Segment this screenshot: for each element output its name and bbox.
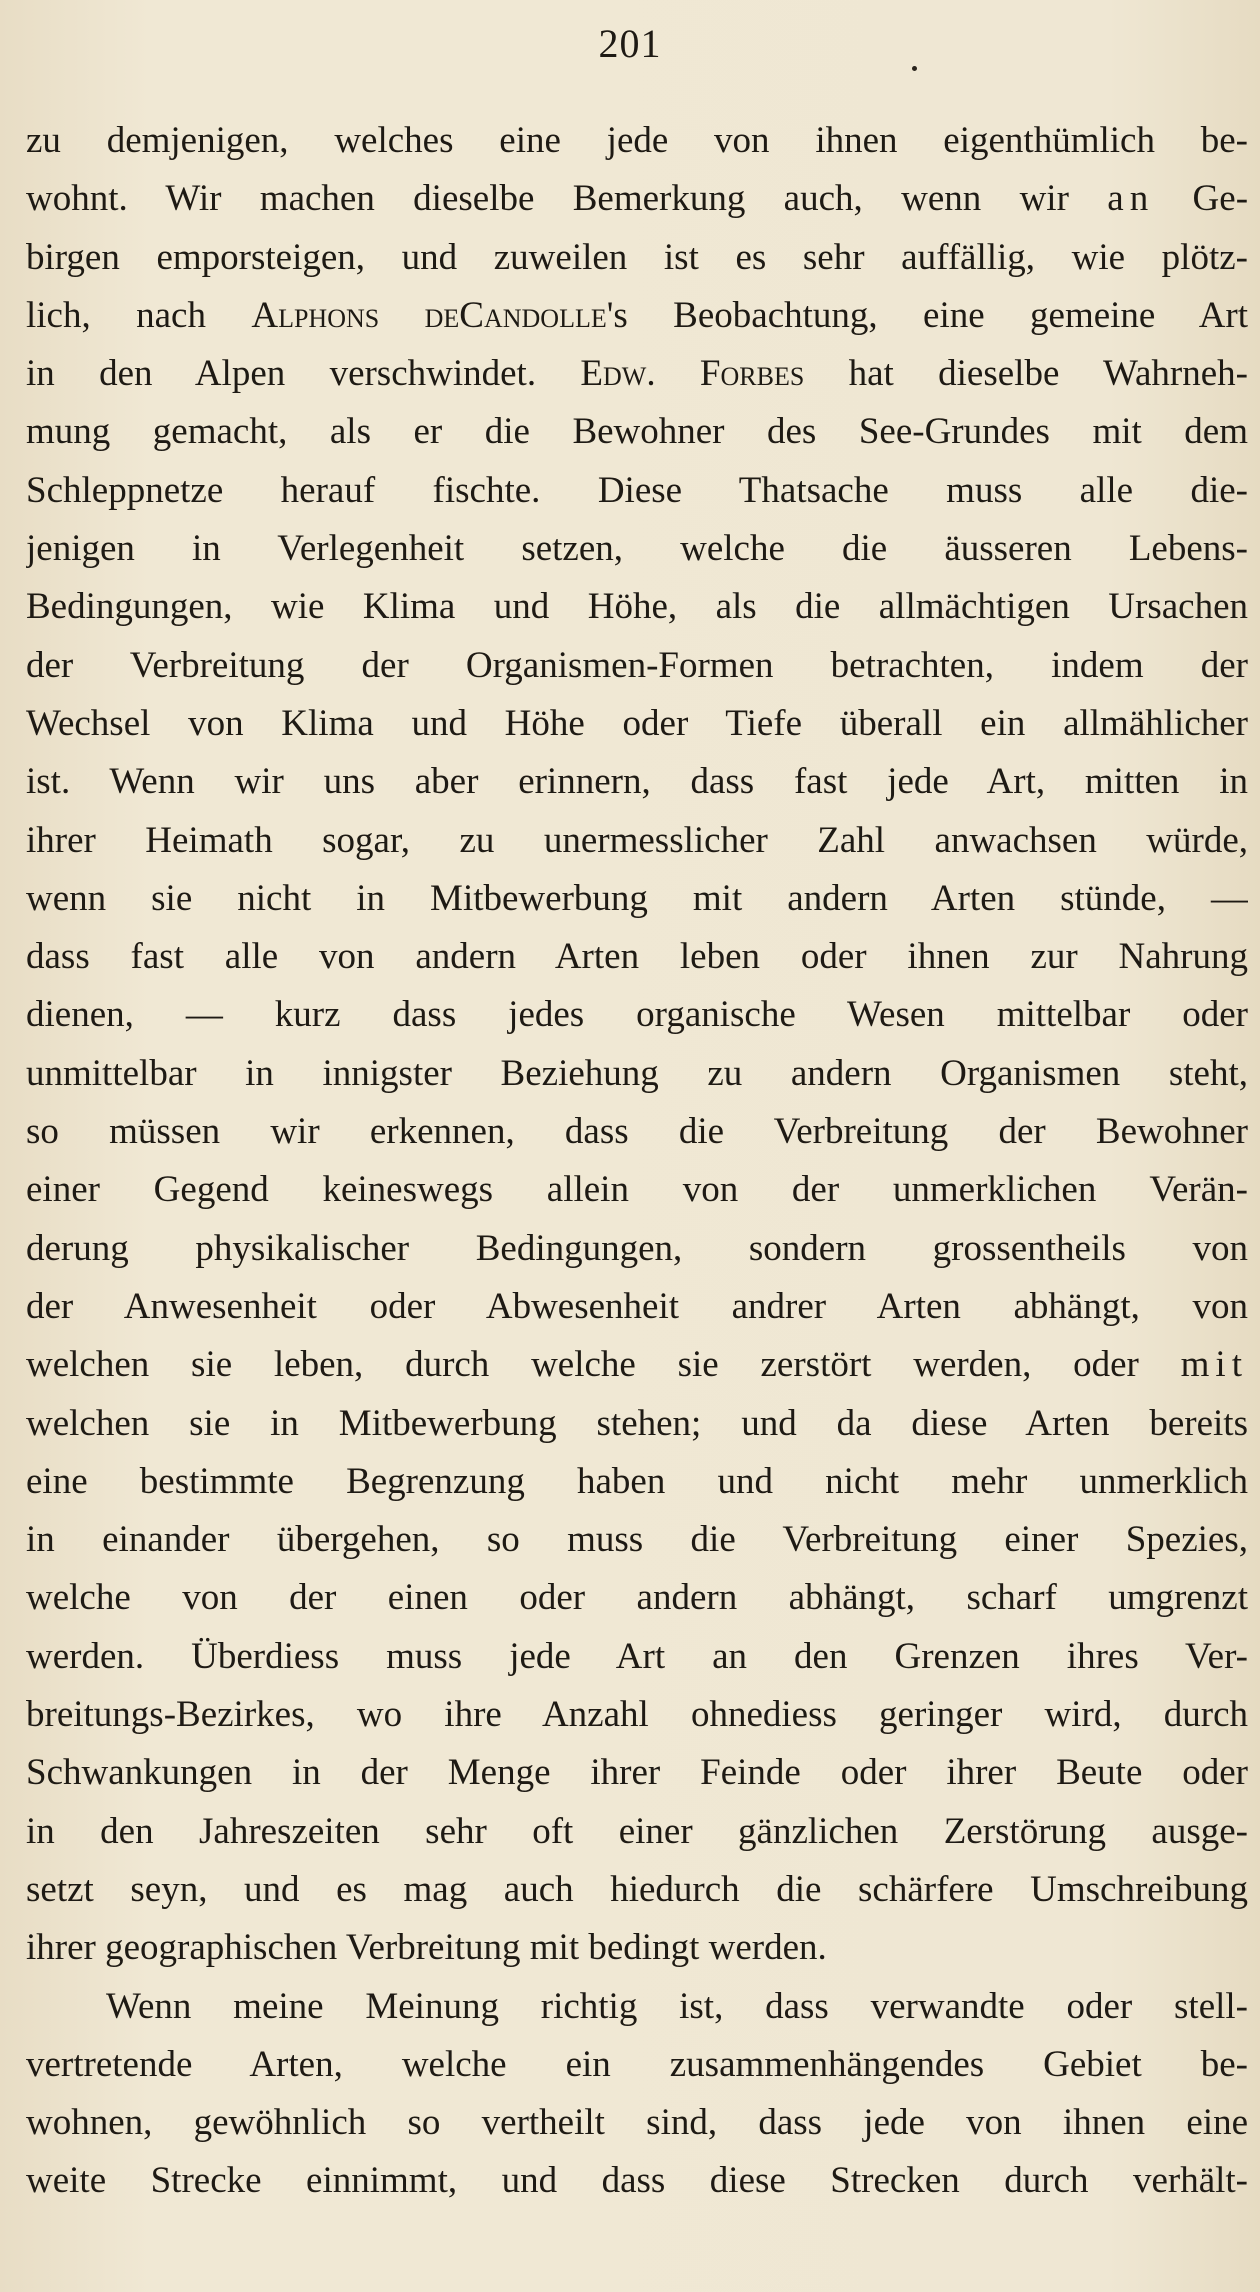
text-line: dass fast alle von andern Arten leben oder ihnen zur Nahrung bbox=[26, 936, 1248, 978]
body-text bbox=[26, 112, 1248, 2211]
emphasis-spaced: mit bbox=[1180, 1344, 1248, 1386]
text-run: in den Alpen verschwindet. bbox=[26, 353, 537, 395]
author-name: Alphons bbox=[251, 294, 380, 336]
emphasis-spaced: an bbox=[1107, 178, 1155, 220]
text-line: einer Gegend keineswegs allein von der unmerklichen Verän- bbox=[26, 1169, 1248, 1211]
text-line bbox=[26, 345, 1248, 403]
text-line: eine bestimmte Begrenzung haben und nicht mehr unmerklich bbox=[26, 1460, 1248, 1502]
text-run: hat dieselbe Wahrneh- bbox=[848, 353, 1248, 395]
text-line: wohnen, gewöhnlich so vertheilt sind, dass jede von ihnen eine bbox=[26, 2102, 1248, 2144]
text-line: welchen sie in Mitbewerbung stehen; und da diese Arten bereits bbox=[26, 1402, 1248, 1444]
text-line: wenn sie nicht in Mitbewerbung mit andern Arten stünde, — bbox=[26, 877, 1248, 919]
text-line: der Anwesenheit oder Abwesenheit andrer Arten abhängt, von bbox=[26, 1285, 1248, 1327]
text-line: in den Jahreszeiten sehr oft einer gänzlichen Zerstörung ausge- bbox=[26, 1810, 1248, 1852]
text-line: ihrer Heimath sogar, zu unermesslicher Zahl anwachsen würde, bbox=[26, 819, 1248, 861]
text-line: jenigen in Verlegenheit setzen, welche die äusseren Lebens- bbox=[26, 528, 1248, 570]
text-run: 's Beobachtung, eine gemeine Art bbox=[606, 294, 1248, 336]
page-number: 201 bbox=[598, 21, 662, 66]
text-line: in einander übergehen, so muss die Verbreitung einer Spezies, bbox=[26, 1519, 1248, 1561]
text-line: birgen emporsteigen, und zuweilen ist es sehr auffällig, wie plötz- bbox=[26, 236, 1248, 278]
text-line: ist. Wenn wir uns aber erinnern, dass fast jede Art, mitten in bbox=[26, 761, 1248, 803]
text-line: dienen, — kurz dass jedes organische Wesen mittelbar oder bbox=[26, 994, 1248, 1036]
text-line: Bedingungen, wie Klima und Höhe, als die allmächtigen Ursachen bbox=[26, 586, 1248, 628]
text-line: setzt seyn, und es mag auch hiedurch die schärfere Umschreibung bbox=[26, 1868, 1248, 1910]
text-line: welche von der einen oder andern abhängt, scharf umgrenzt bbox=[26, 1577, 1248, 1619]
text-line bbox=[26, 1336, 1248, 1394]
text-line: Schleppnetze herauf fischte. Diese Thatsache muss alle die- bbox=[26, 469, 1248, 511]
author-name: Candolle bbox=[459, 294, 607, 336]
text-line bbox=[26, 170, 1248, 228]
text-run: lich, nach bbox=[26, 294, 206, 336]
text-line: breitungs-Bezirkes, wo ihre Anzahl ohnediess geringer wird, durch bbox=[26, 1694, 1248, 1736]
text-line: unmittelbar in innigster Beziehung zu andern Organismen steht, bbox=[26, 1052, 1248, 1094]
text-line: derung physikalischer Bedingungen, sondern grossentheils von bbox=[26, 1227, 1248, 1269]
author-name: Edw. Forbes bbox=[580, 353, 805, 395]
text-line: Wenn meine Meinung richtig ist, dass verwandte oder stell- bbox=[106, 1985, 1248, 2027]
text-line: ihrer geographischen Verbreitung mit bedingt werden. bbox=[26, 1927, 827, 1969]
text-line: werden. Überdiess muss jede Art an den Grenzen ihres Ver- bbox=[26, 1635, 1248, 1677]
text-line: vertretende Arten, welche ein zusammenhängendes Gebiet be- bbox=[26, 2043, 1248, 2085]
author-name: de bbox=[424, 294, 460, 336]
text-run: welchen sie leben, durch welche sie zerstört werden, oder bbox=[26, 1344, 1139, 1386]
text-line: weite Strecke einnimmt, und dass diese Strecken durch verhält- bbox=[26, 2160, 1248, 2202]
text-line: Schwankungen in der Menge ihrer Feinde oder ihrer Beute oder bbox=[26, 1752, 1248, 1794]
text-line: der Verbreitung der Organismen-Formen betrachten, indem der bbox=[26, 644, 1248, 686]
text-line: mung gemacht, als er die Bewohner des See-Grundes mit dem bbox=[26, 411, 1248, 453]
text-line bbox=[26, 287, 1248, 345]
text-run: Ge- bbox=[1192, 178, 1248, 220]
text-line: so müssen wir erkennen, dass die Verbreitung der Bewohner bbox=[26, 1111, 1248, 1153]
text-run: wohnt. Wir machen dieselbe Bemerkung auch, wenn wir bbox=[26, 178, 1069, 220]
text-line: zu demjenigen, welches eine jede von ihnen eigenthümlich be- bbox=[26, 120, 1248, 161]
ink-speck bbox=[912, 66, 917, 71]
text-line: Wechsel von Klima und Höhe oder Tiefe überall ein allmählicher bbox=[26, 702, 1248, 744]
